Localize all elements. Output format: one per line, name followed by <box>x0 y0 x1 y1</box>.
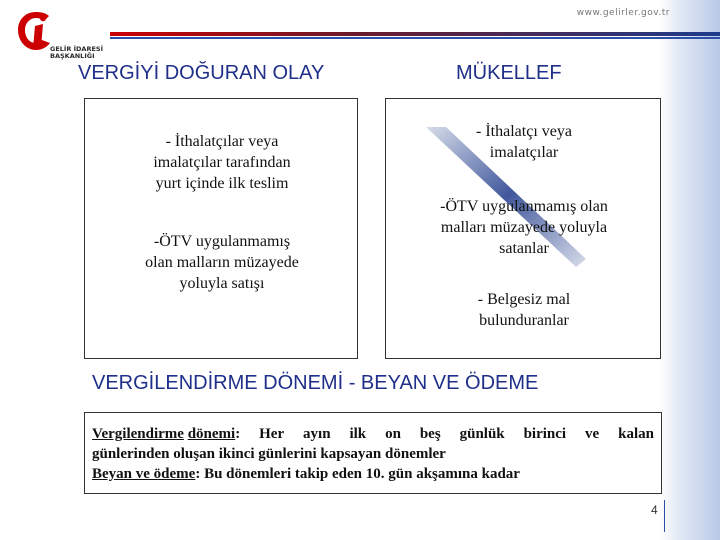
logo <box>16 10 116 58</box>
taxable-event-paragraph-2 <box>85 231 359 294</box>
payment-line <box>92 464 654 484</box>
header-stripe-thin <box>110 37 720 39</box>
label-word: dönemi <box>187 426 236 442</box>
word: birinci <box>523 426 567 442</box>
page-number: 4 <box>651 503 658 517</box>
text-line: - İthalatçı veya <box>476 123 572 140</box>
heading-taxpayer: MÜKELLEF <box>456 62 562 84</box>
text-line: imalatçılar tarafından <box>153 154 291 171</box>
label-word: Vergilendirme <box>92 426 184 442</box>
page-number-rule <box>664 500 665 532</box>
taxable-event-paragraph-1 <box>85 131 359 194</box>
word: ilk <box>349 426 367 442</box>
text-line: olan malların müzayede <box>145 254 299 271</box>
text-line: imalatçılar <box>489 144 559 161</box>
payment-text: : Bu dönemleri takip eden 10. gün akşamına kadar <box>195 466 520 482</box>
taxpayer-paragraph-2 <box>386 196 661 259</box>
word: günlük <box>459 426 505 442</box>
text-line: yurt içinde ilk teslim <box>155 175 289 192</box>
taxpayer-paragraph-3 <box>386 289 661 331</box>
word: ayın <box>303 426 331 442</box>
word: beş <box>419 426 441 442</box>
text-line: satanlar <box>499 240 549 257</box>
period-line-2: günlerinden oluşan ikinci günlerini kapsayan dönemler <box>92 446 446 462</box>
period-label: Vergilendirme dönemi: <box>92 426 241 442</box>
word: ve <box>585 426 600 442</box>
word: kalan <box>618 426 654 442</box>
logo-text: GELİR İDARESİ BAŞKANLIĞI <box>50 45 103 60</box>
word: Her <box>259 426 285 442</box>
word: on <box>385 426 401 442</box>
payment-label: Beyan ve ödeme <box>92 466 196 482</box>
period-details-box <box>84 412 662 494</box>
taxpayer-box <box>385 98 661 359</box>
taxpayer-paragraph-1 <box>386 121 661 163</box>
decorative-side-band <box>658 0 720 540</box>
text-line: yoluyla satışı <box>179 275 265 292</box>
text-line: malları müzayede yoluyla <box>440 219 608 236</box>
text-line: -ÖTV uygulanmamış olan <box>440 198 608 215</box>
text-line: - İthalatçılar veya <box>165 133 279 150</box>
header-url: www.gelirler.gov.tr <box>576 8 670 18</box>
header-stripe <box>110 32 720 36</box>
taxable-event-box <box>84 98 358 359</box>
text-line: bulunduranlar <box>479 312 569 329</box>
text-line: - Belgesiz mal <box>477 291 571 308</box>
text-line: -ÖTV uygulanmamış <box>153 233 291 250</box>
heading-taxable-event: VERGİYİ DOĞURAN OLAY <box>78 62 325 84</box>
section-title-period: VERGİLENDİRME DÖNEMİ - BEYAN VE ÖDEME <box>92 372 539 394</box>
period-line-1 <box>92 424 654 444</box>
